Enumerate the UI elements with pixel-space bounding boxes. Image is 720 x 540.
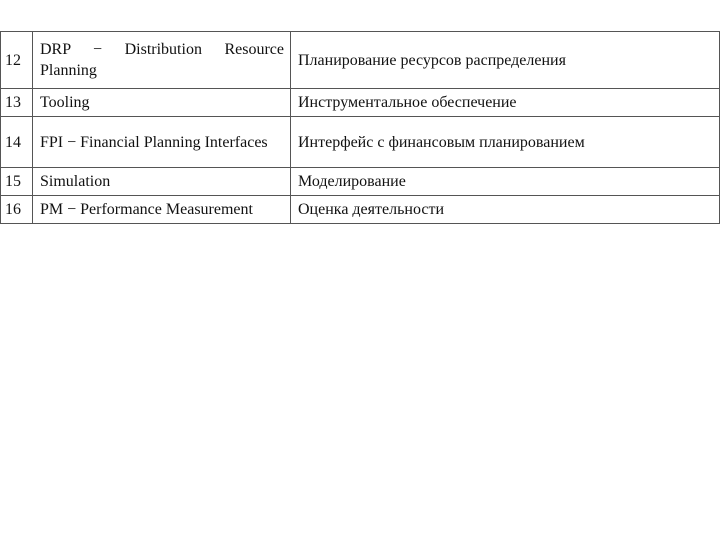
english-term	[33, 89, 291, 117]
english-term	[33, 168, 291, 196]
russian-term: Планирование ресурсов распределения	[291, 32, 720, 89]
table-row	[1, 89, 720, 117]
terms-table	[0, 31, 720, 224]
english-term-text: DRP − Distribution Resource Planning	[40, 41, 284, 79]
english-term	[33, 32, 291, 89]
russian-term: Интерфейс с финансовым планированием	[291, 117, 720, 168]
russian-term: Оценка деятельности	[291, 196, 720, 224]
row-number: 15	[1, 168, 33, 196]
row-number: 14	[1, 117, 33, 168]
table-row	[1, 117, 720, 168]
english-term-text: PM − Performance Measurement	[40, 201, 253, 218]
table-row	[1, 32, 720, 89]
russian-term: Моделирование	[291, 168, 720, 196]
english-term	[33, 117, 291, 168]
row-number: 16	[1, 196, 33, 224]
table-row	[1, 168, 720, 196]
table-row	[1, 196, 720, 224]
row-number: 12	[1, 32, 33, 89]
english-term-text: Simulation	[40, 173, 111, 190]
row-number: 13	[1, 89, 33, 117]
english-term-text: FPI − Financial Planning Interfaces	[40, 133, 268, 151]
english-term	[33, 196, 291, 224]
russian-term: Инструментальное обеспечение	[291, 89, 720, 117]
english-term-text: Tooling	[40, 94, 90, 111]
